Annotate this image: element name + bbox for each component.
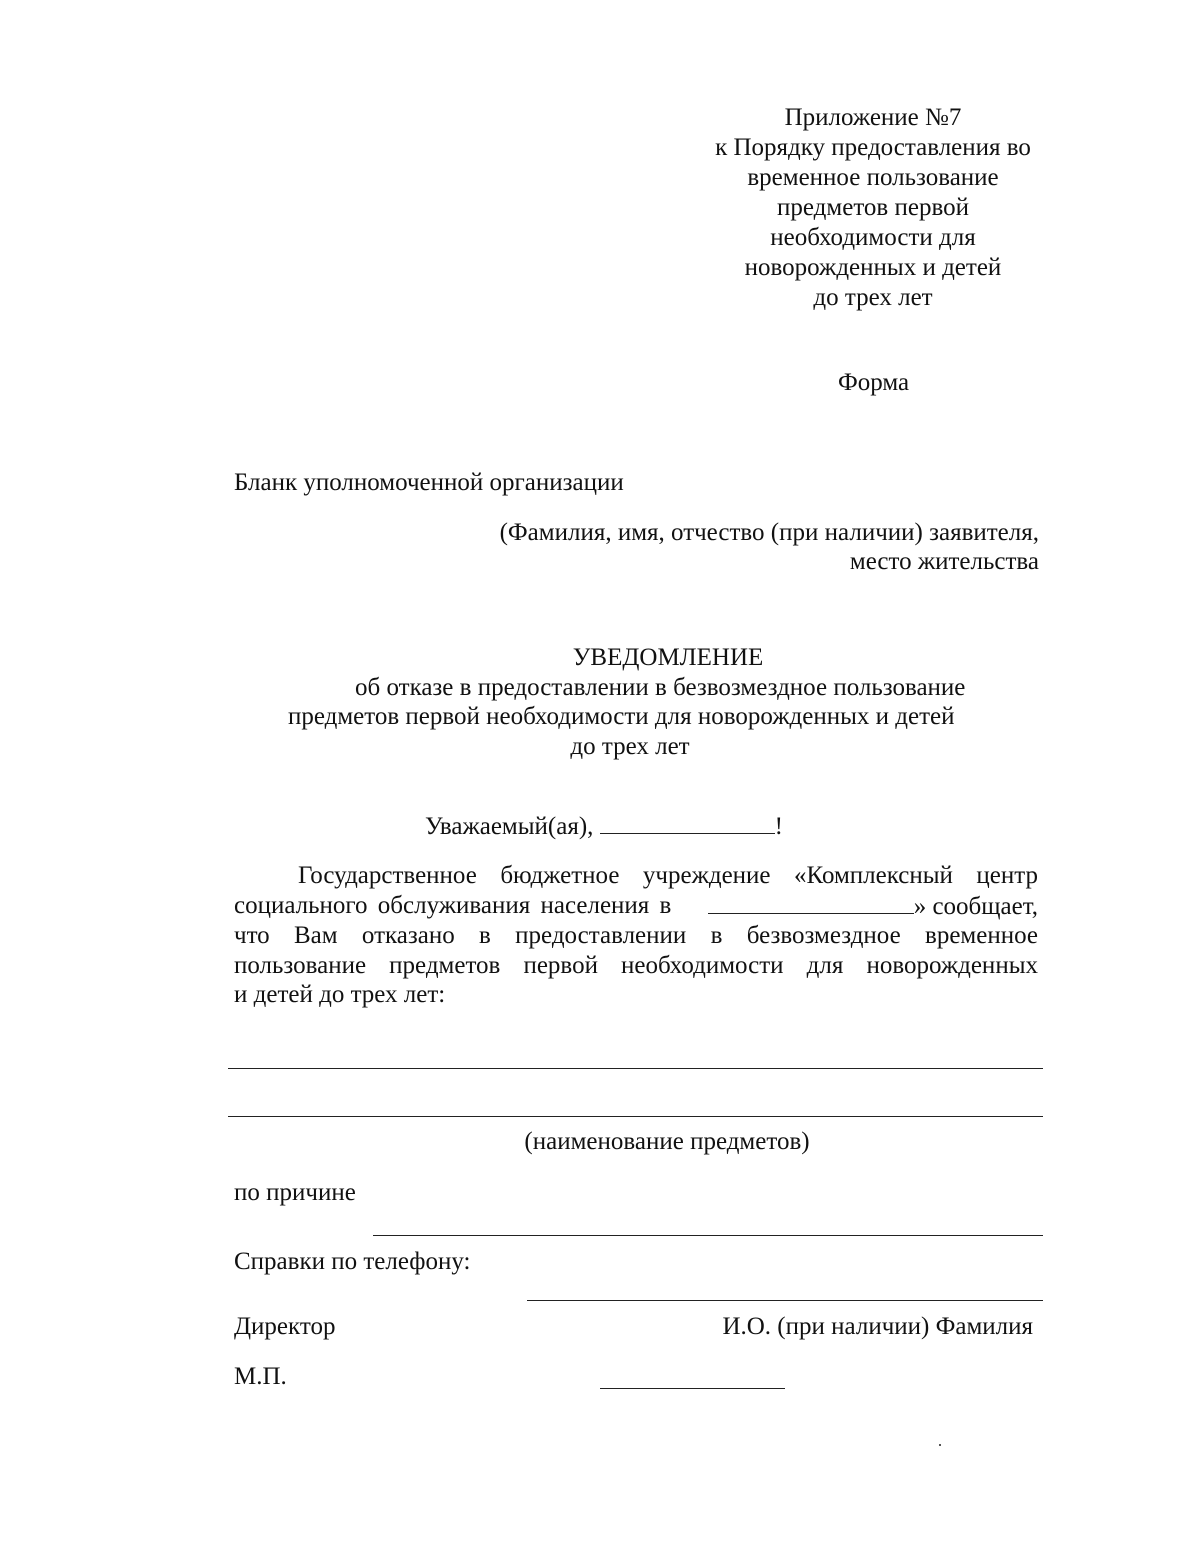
director-name: И.О. (при наличии) Фамилия xyxy=(722,1313,1033,1340)
form-label: Форма xyxy=(838,369,910,396)
body-line-5: и детей до трех лет: xyxy=(234,981,446,1008)
body-line-3: что Вам отказано в предоставлении в безвозмездное временное xyxy=(234,922,1038,949)
addressee-line-1: (Фамилия, имя, отчество (при наличии) заявителя, xyxy=(499,519,1039,546)
subtitle-line-1: об отказе в предоставлении в безвозмездное пользование xyxy=(355,674,966,701)
blank-label: Бланк уполномоченной организации xyxy=(234,469,624,496)
scan-speck xyxy=(939,1444,941,1446)
body-line-1: Государственное бюджетное учреждение «Комплексный центр xyxy=(298,862,1038,889)
items-blank-line-2[interactable] xyxy=(228,1116,1043,1117)
body-line-2-suffix: » сообщает, xyxy=(913,893,1038,920)
appendix-header xyxy=(700,103,1046,313)
recipient-name-blank[interactable] xyxy=(600,811,775,834)
body-line-4: пользование предметов первой необходимости для новорожденных xyxy=(234,952,1038,979)
greeting xyxy=(425,811,783,842)
header-line: к Порядку предоставления во xyxy=(715,134,1031,161)
body-line-2-prefix: социального обслуживания населения в xyxy=(234,892,672,919)
header-line: Приложение №7 xyxy=(784,104,962,131)
document-title: УВЕДОМЛЕНИЕ xyxy=(572,644,764,671)
header-line: до трех лет xyxy=(813,284,933,311)
header-line: новорожденных и детей xyxy=(744,254,1002,281)
items-caption: (наименование предметов) xyxy=(524,1128,810,1155)
signature-blank-line[interactable] xyxy=(600,1388,785,1389)
header-line: предметов первой xyxy=(777,194,969,221)
reason-label: по причине xyxy=(234,1179,356,1206)
header-line: временное пользование xyxy=(747,164,999,191)
greeting-prefix: Уважаемый(ая), xyxy=(425,813,594,840)
stamp-label: М.П. xyxy=(234,1363,287,1390)
addressee-line-2: место жительства xyxy=(849,548,1039,575)
phone-blank-line[interactable] xyxy=(527,1300,1043,1301)
subtitle-line-3: до трех лет xyxy=(570,733,690,760)
phone-label: Справки по телефону: xyxy=(234,1248,471,1275)
header-line: необходимости для xyxy=(770,224,976,251)
greeting-suffix: ! xyxy=(774,813,783,840)
items-blank-line-1[interactable] xyxy=(228,1068,1043,1069)
director-label: Директор xyxy=(234,1313,336,1340)
subtitle-line-2: предметов первой необходимости для новорожденных и детей xyxy=(288,703,955,730)
reason-blank-line[interactable] xyxy=(373,1235,1043,1236)
body-line-2 xyxy=(234,891,1038,922)
center-location-blank[interactable] xyxy=(708,891,914,914)
